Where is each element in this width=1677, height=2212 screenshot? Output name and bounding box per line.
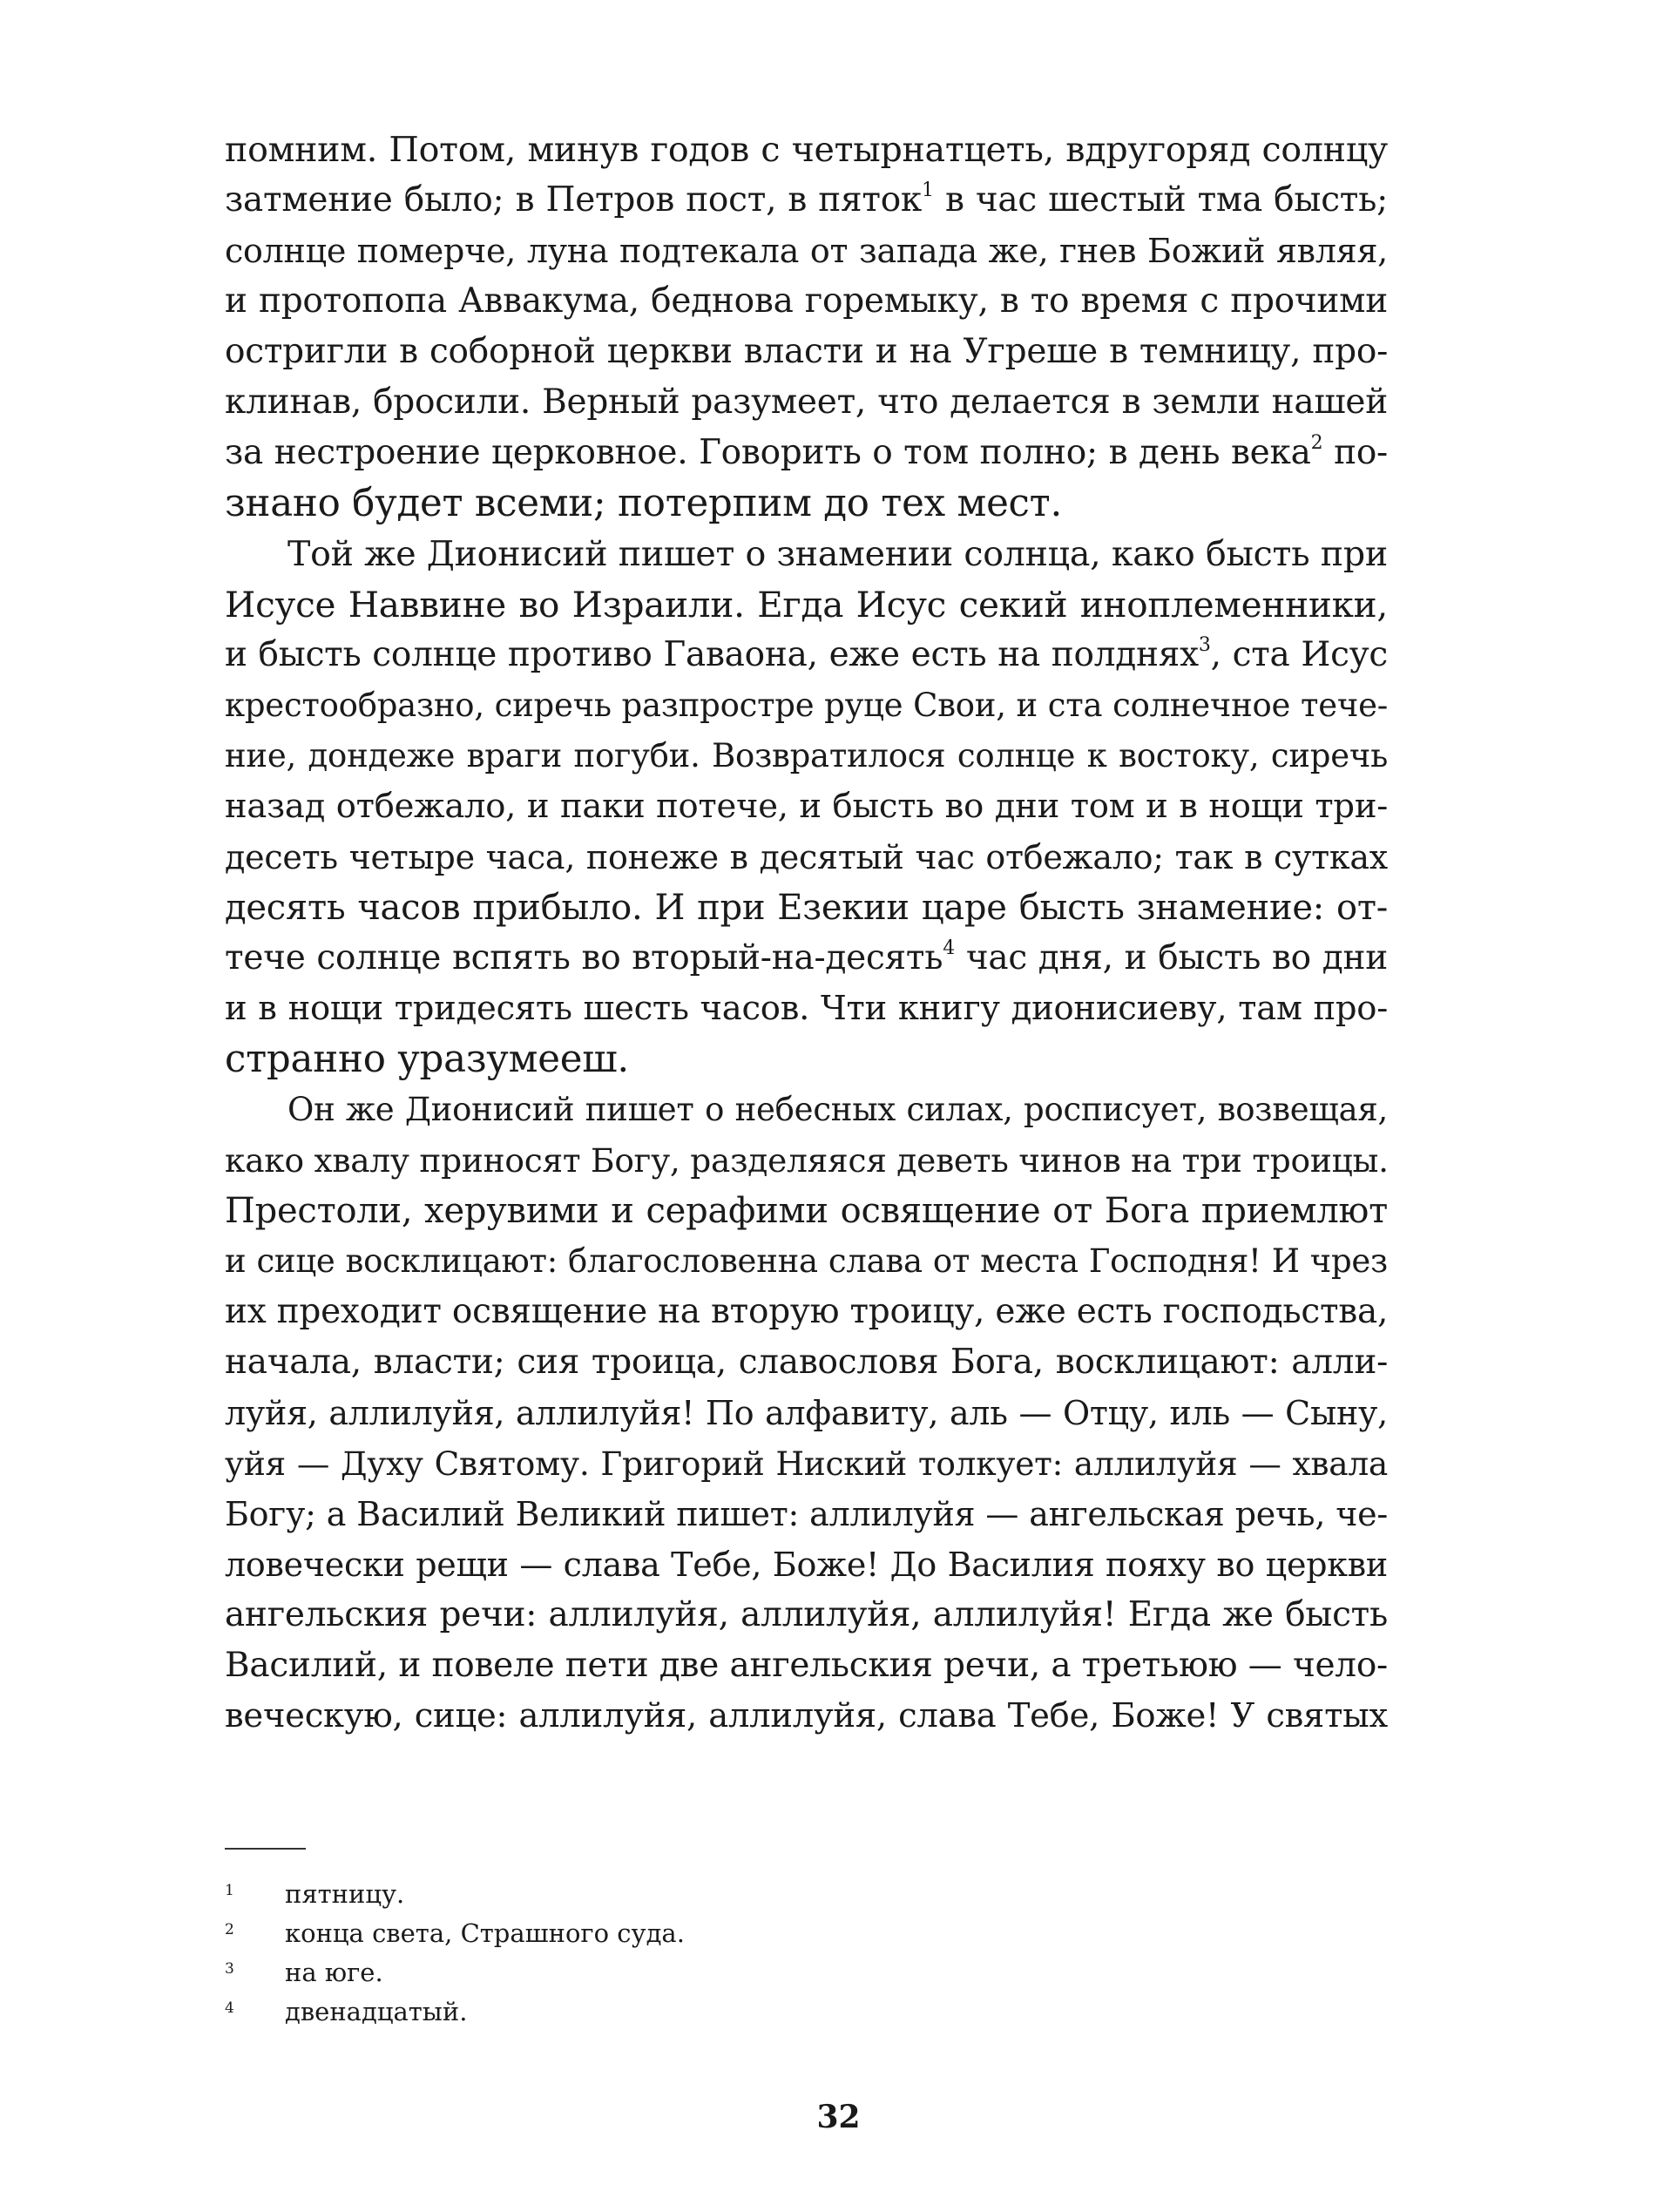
footnote-ref[interactable]: 1 — [922, 179, 934, 201]
footnote-number: 4 — [225, 1999, 234, 2017]
text-line: начала, власти; сия троица, славословя Бога, восклицают: алли- — [225, 1343, 1388, 1382]
footnote-text: конца света, Страшного суда. — [285, 1918, 685, 1948]
text-line: Богу; а Василий Великий пишет: аллилуйя — ангельская речь, че- — [225, 1495, 1388, 1533]
footnote-divider — [225, 1848, 306, 1850]
footnote-text: пятницу. — [285, 1879, 405, 1909]
text-line: ние, дондеже враги погуби. Возвратилося солнце к востоку, сиречь — [225, 737, 1388, 775]
footnote-ref[interactable]: 4 — [943, 937, 955, 959]
text-line: ловечески рещи — слава Тебе, Боже! До Василия пояху во церкви — [225, 1546, 1388, 1584]
text-line: како хвалу приносят Богу, разделяяся деветь чинов на три троицы. — [225, 1141, 1389, 1180]
footnote-text: двенадцатый. — [285, 1997, 468, 2026]
text-line: помним. Потом, минув годов с четырнатцеть, вдругоряд солнцу — [225, 130, 1388, 170]
text-line: луйя, аллилуйя, аллилуйя! По алфавиту, аль — Отцу, иль — Сыну, — [225, 1394, 1388, 1432]
text-line: и бысть солнце противо Гаваона, еже есть на полднях$^3$, ста Исус — [225, 634, 1388, 674]
footnote-number: 1 — [225, 1882, 234, 1899]
text-line: Исусе Наввине во Израили. Егда Исус секий иноплеменники, — [225, 584, 1388, 626]
text-line: остригли в соборной церкви власти и на Угреше в темницу, про- — [225, 332, 1388, 371]
text-line: знано будет всеми; потерпим до тех мест. — [225, 482, 1063, 525]
text-line: и сице восклицают: благословенна слава от места Господня! И чрез — [225, 1242, 1388, 1280]
text-line: и протопопа Аввакума, беднова горемыку, в то время с прочими — [225, 281, 1388, 321]
footnote-text: на юге. — [285, 1958, 383, 1987]
text-line: уйя — Духу Святому. Григорий Ниский толкует: аллилуйя — хвала — [225, 1444, 1388, 1483]
text-line: Престоли, херувими и серафими освящение от Бога приемлют — [225, 1191, 1388, 1231]
text-line: крестообразно, сиречь разпростре руце Свои, и ста солнечное тече- — [225, 687, 1388, 724]
page-number: 32 — [816, 2099, 861, 2135]
paragraph-start: Он же Дионисий пишет о небесных силах, росписует, возвещая, — [287, 1091, 1388, 1128]
text-line: Василий, и повеле пети две ангельския речи, а третьюю — чело- — [225, 1646, 1388, 1685]
text-line: странно уразумееш. — [225, 1038, 629, 1081]
text-line: их преходит освящение на вторую троицу, еже есть господьства, — [225, 1292, 1389, 1331]
text-line: десять часов прибыло. И при Езекии царе бысть знамение: от- — [225, 888, 1388, 928]
text-line: десеть четыре часа, понеже в десятый час отбежало; так в сутках — [225, 838, 1388, 876]
text-line: назад отбежало, и паки потече, и бысть во дни том и в нощи три- — [225, 787, 1388, 826]
text-line: за нестроение церковное. Говорить о том полно; в день века$^2$ по- — [225, 432, 1388, 472]
text-line: тече солнце вспять во вторый-на-десять$^4$ час дня, и бысть во дни — [225, 937, 1388, 977]
paragraph-start: Той же Дионисий пишет о знамении солнца, како бысть при — [287, 534, 1388, 574]
text-line: солнце померче, луна подтекала от запада же, гнев Божий являя, — [225, 232, 1388, 270]
text-line: веческую, сице: аллилуйя, аллилуйя, слава Тебе, Боже! У святых — [225, 1696, 1388, 1735]
footnote-ref[interactable]: 2 — [1310, 432, 1323, 454]
text-line: и в нощи тридесять шесть часов. Чти книгу дионисиеву, там про- — [225, 989, 1388, 1028]
footnote-ref[interactable]: 3 — [1198, 634, 1211, 656]
footnote-number: 3 — [225, 1960, 234, 1978]
text-line: клинав, бросили. Верный разумеет, что делается в земли нашей — [225, 382, 1388, 422]
footnote-number: 2 — [225, 1921, 234, 1938]
text-line: затмение было; в Петров пост, в пяток$^1$ в час шестый тма бысть; — [225, 179, 1388, 220]
text-line: ангельския речи: аллилуйя, аллилуйя, аллилуйя! Егда же бысть — [225, 1595, 1388, 1634]
